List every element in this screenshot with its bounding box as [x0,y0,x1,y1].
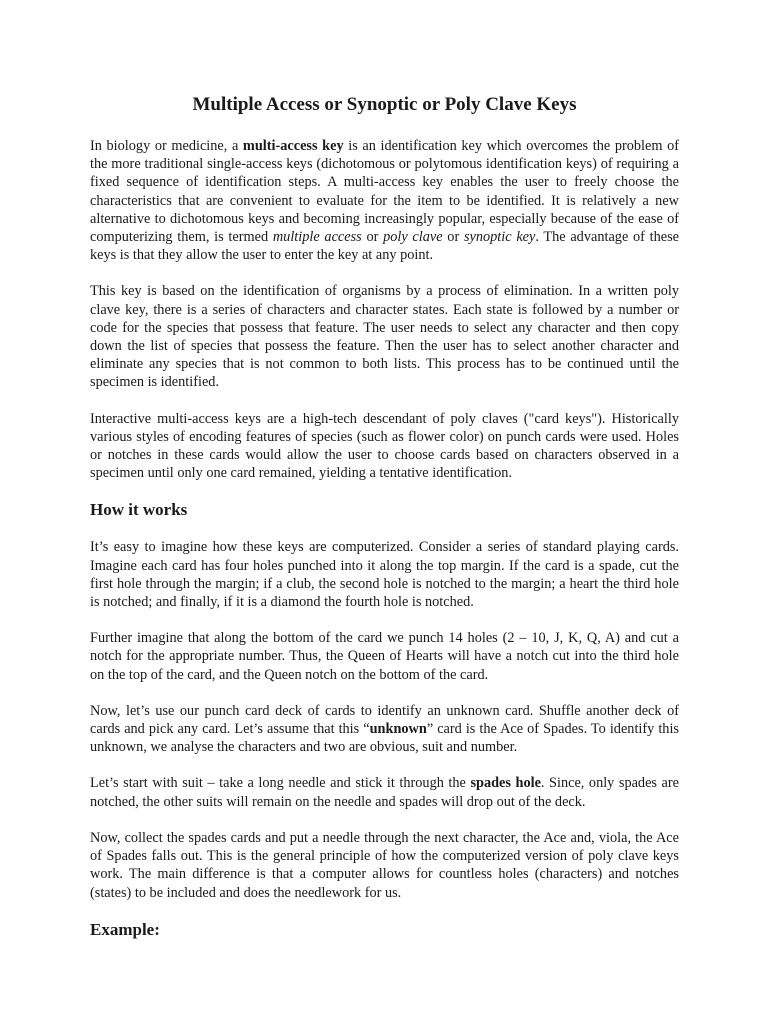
text-run: is an identification key which overcomes the problem of the more traditional single-access keys (dichotomous or polytomous identification keys) of requiring a fixed sequence of identification steps. A multi-access key enables the user to freely choose the characteristics that are convenient to evaluate for the item to be identified. It is relatively a new alternative to dichotomous keys and becoming increasingly popular, especially because of the ease of computerizing them, is termed [90,138,679,246]
paragraph-playing-cards: It’s easy to imagine how these keys are computerized. Consider a series of standard playing cards. Imagine each card has four holes punched into it along the top margin. If the card is a spade, cut the first hole through the margin; if a club, the second hole is notched to the margin; a heart the third hole is notched; and finally, if it is a diamond the fourth hole is notched. [90,539,679,611]
paragraph-bottom-holes: Further imagine that along the bottom of the card we punch 14 holes (2 – 10, J, K, Q, A) and cut a notch for the appropriate number. Thus, the Queen of Hearts will have a notch cut into the third hole on the top of the card, and the Queen notch on the bottom of the card. [90,630,679,683]
text-run: . Since, only spades are notched, the other suits will remain on the needle and spades will drop out of the deck. [90,775,679,810]
paragraph-unknown-card [90,702,679,757]
paragraph-intro [90,137,679,264]
heading-how-it-works: How it works [90,500,188,520]
italic-term-multiple-access: multiple access [272,229,362,246]
bold-term-multi-access-key: multi-access key [242,138,344,154]
bold-term-unknown: unknown [369,721,427,738]
text-run: . The advantage of these keys is that they allow the user to enter the key at any point. [90,229,680,264]
italic-term-poly-clave: poly clave [383,229,443,246]
paragraph-suit-needle [90,774,679,810]
bold-term-spades-hole: spades hole [470,775,541,792]
text-run: In biology or medicine, a [90,138,243,154]
paragraph-elimination: This key is based on the identification of organisms by a process of elimination. In a written poly clave key, there is a series of characters and character states. Each state is followed by a number or code for the species that possess that feature. The user needs to select any character and then copy down the list of species that possess the feature. Then the user has to select another character and eliminate any species that is not common to both lists. This process has to be continued until the specimen is identified. [90,283,679,391]
italic-term-synoptic-key: synoptic key [463,229,536,246]
document-title: Multiple Access or Synoptic or Poly Clave Keys [192,94,577,115]
paragraph-general-principle: Now, collect the spades cards and put a needle through the next character, the Ace and, viola, the Ace of Spades falls out. This is the general principle of how the computerized version of poly clave keys work. The main difference is that a computer allows for countless holes (characters) and notches (states) to be included and does the needlework for us. [90,829,679,901]
text-run: ” card is the Ace of Spades. To identify this unknown, we analyse the characters and two are obvious, suit and number. [90,721,679,756]
text-run: Let’s start with suit – take a long needle and stick it through the [90,775,471,792]
text-run: or [442,229,464,246]
paragraph-interactive-keys: Interactive multi-access keys are a high-tech descendant of poly claves ("card keys"). Historically various styles of encoding features of species (such as flower color) on punch cards were used. Holes or notches in these cards would allow the user to choose cards based on characters observed in a specimen until only one card remained, yielding a tentative identification. [90,410,679,482]
text-run: or [361,229,384,246]
text-run: Now, let’s use our punch card deck of cards to identify an unknown card. Shuffle another deck of cards and pick any card. Let’s assume that this “ [90,702,679,738]
heading-example: Example: [90,919,160,939]
